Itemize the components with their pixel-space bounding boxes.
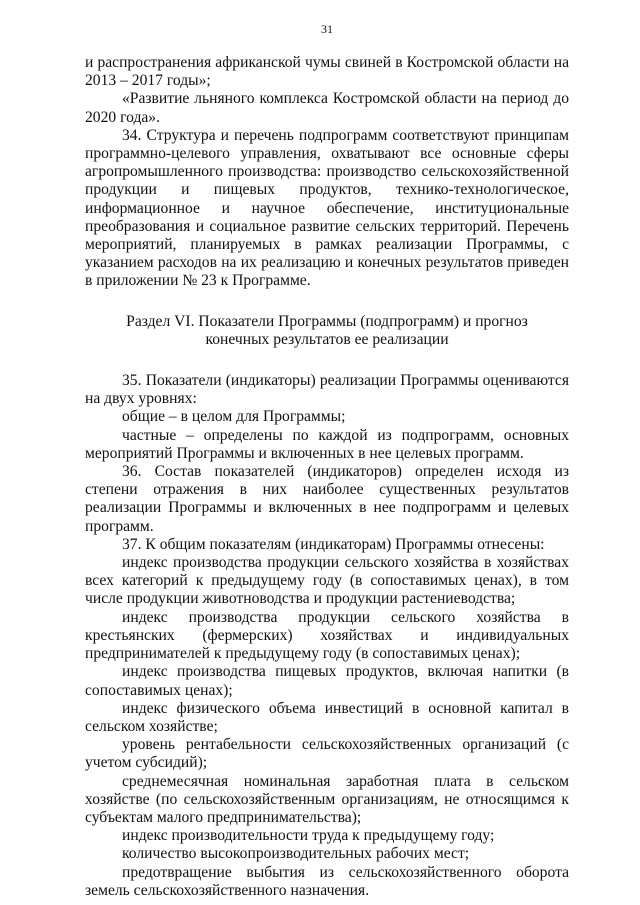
- list-item: индекс производительности труда к предыдущему году;: [122, 827, 495, 845]
- paragraph: 34. Структура и перечень подпрограмм соответствуют принципам программно-целевого управления, охватывают все основные сферы агропромышленного производства: производство сельскохозяйственной продукции и пищевых продуктов, технико-технологическое, информационное и научное обеспечение, институциональные преобразования и социальное развитие сельских территорий. Перечень мероприятий, планируемых в рамках реализации Программы, с указанием расходов на их реализацию и конечных результатов приведен в приложении № 23 к Программе.: [85, 126, 569, 290]
- paragraph: «Развитие льняного комплекса Костромской области на период до 2020 года».: [85, 90, 569, 126]
- paragraph: 35. Показатели (индикаторы) реализации Программы оцениваются на двух уровнях:: [85, 372, 569, 408]
- section-heading-line-1: Раздел VI. Показатели Программы (подпрограмм) и прогноз: [126, 312, 528, 330]
- list-item: индекс физического объема инвестиций в основной капитал в сельском хозяйстве;: [85, 699, 569, 735]
- paragraph: общие – в целом для Программы;: [122, 408, 346, 426]
- paragraph: и распространения африканской чумы свиней в Костромской области на 2013 – 2017 годы»;: [85, 54, 569, 90]
- list-item: индекс производства пищевых продуктов, включая напитки (в сопоставимых ценах);: [85, 663, 569, 699]
- section-heading-line-2: конечных результатов ее реализации: [205, 330, 449, 348]
- list-item: индекс производства продукции сельского хозяйства в хозяйствах всех категорий к предыдущему году (в сопоставимых ценах), в том числе продукции животноводства и продукции растениеводства;: [85, 554, 569, 608]
- list-item: индекс производства продукции сельского хозяйства в крестьянских (фермерских) хозяйствах и индивидуальных предпринимателей к предыдущему году (в сопоставимых ценах);: [85, 608, 569, 663]
- list-item: количество высокопроизводительных рабочих мест;: [122, 845, 470, 863]
- list-item: среднемесячная номинальная заработная плата в сельском хозяйстве (по сельскохозяйственным организациям, не относящимся к субъектам малого предпринимательства);: [85, 772, 569, 826]
- paragraph: 37. К общим показателям (индикаторам) Программы отнесены:: [122, 535, 545, 553]
- paragraph: частные – определены по каждой из подпрограмм, основных мероприятий Программы и включенных в нее целевых программ.: [85, 426, 569, 462]
- section-heading: [85, 313, 569, 349]
- paragraph: 36. Состав показателей (индикаторов) определен исходя из степени отражения в них наиболее существенных результатов реализации Программы и включенных в нее подпрограмм и целевых программ.: [85, 463, 569, 535]
- list-item: уровень рентабельности сельскохозяйственных организаций (с учетом субсидий);: [85, 736, 569, 772]
- page-number: 31: [321, 22, 333, 36]
- list-item: предотвращение выбытия из сельскохозяйственного оборота земель сельскохозяйственного назначения.: [85, 863, 569, 899]
